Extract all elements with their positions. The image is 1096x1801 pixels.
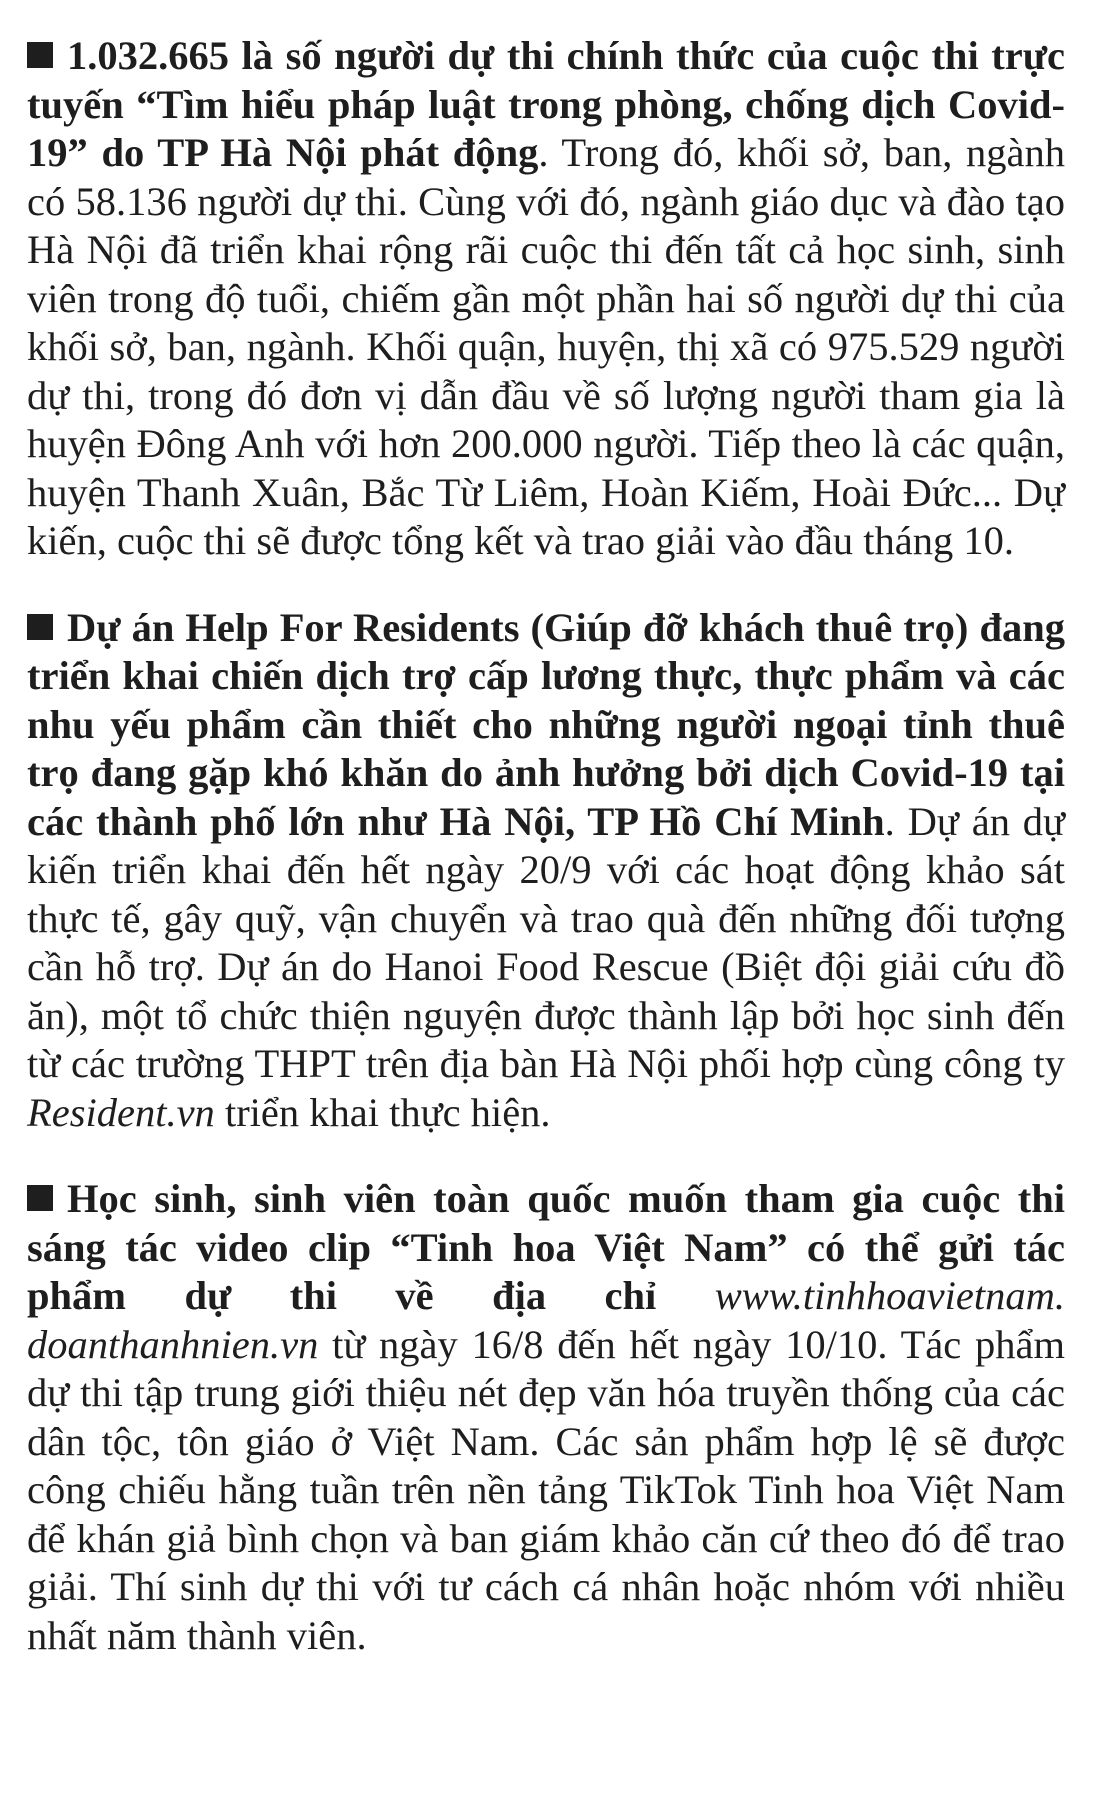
item-body: . Dự án dự kiến triển khai đến hết ngày 20/9 với các hoạt động khảo sát thực tế, gây quỹ, vận chuyển và trao quà đến những đối tượng cần hỗ trợ. Dự án do Hanoi Food Rescue (Biệt đội giải cứu đồ ăn), một tổ chức thiện nguyện được thành lập bởi học sinh đến từ các trường THPT trên địa bàn Hà Nội phối hợp cùng công ty [27,798,1065,1086]
item-website: Resident.vn [27,1089,215,1135]
news-item [27,604,1065,1138]
item-body: từ ngày 16/8 đến hết ngày 10/10. Tác phẩm dự thi tập trung giới thiệu nét đẹp văn hóa truyền thống của các dân tộc, tôn giáo ở Việt Nam. Các sản phẩm hợp lệ sẽ được công chiếu hằng tuần trên nền tảng TikTok Tinh hoa Việt Nam để khán giả bình chọn và ban giám khảo căn cứ theo đó để trao giải. Thí sinh dự thi với tư cách cá nhân hoặc nhóm với nhiều nhất năm thành viên. [27,1321,1065,1658]
square-bullet-icon [27,42,53,68]
item-body: . Trong đó, khối sở, ban, ngành có 58.136 người dự thi. Cùng với đó, ngành giáo dục và đào tạo Hà Nội đã triển khai rộng rãi cuộc thi đến tất cả học sinh, sinh viên trong độ tuổi, chiếm gần một phần hai số người dự thi của khối sở, ban, ngành. Khối quận, huyện, thị xã có 975.529 người dự thi, trong đó đơn vị dẫn đầu về số lượng người tham gia là huyện Đông Anh với hơn 200.000 người. Tiếp theo là các quận, huyện Thanh Xuân, Bắc Từ Liêm, Hoàn Kiếm, Hoài Đức... Dự kiến, cuộc thi sẽ được tổng kết và trao giải vào đầu tháng 10. [27,130,1065,563]
item-tail: triển khai thực hiện. [214,1089,551,1135]
item-website: www.tinhhoavietnam. doanthanhnien.vn [27,1273,1065,1367]
item-lead: Học sinh, sinh viên toàn quốc muốn tham gia cuộc thi sáng tác video clip “Tinh hoa Việt Nam” có thể gửi tác phẩm dự thi về địa chỉ [27,1176,1065,1318]
news-brief-column [27,32,1065,1698]
news-item [27,32,1065,566]
square-bullet-icon [27,614,53,640]
item-lead: 1.032.665 là số người dự thi chính thức của cuộc thi trực tuyến “Tìm hiểu pháp luật trong phòng, chống dịch Covid-19” do TP Hà Nội phát động [27,33,1065,175]
news-item [27,1175,1065,1660]
square-bullet-icon [27,1185,53,1211]
item-lead: Dự án Help For Residents (Giúp đỡ khách thuê trọ) đang triển khai chiến dịch trợ cấp lương thực, thực phẩm và các nhu yếu phẩm cần thiết cho những người ngoại tỉnh thuê trọ đang gặp khó khăn do ảnh hưởng bởi dịch Covid-19 tại các thành phố lớn như Hà Nội, TP Hồ Chí Minh [27,604,1065,844]
